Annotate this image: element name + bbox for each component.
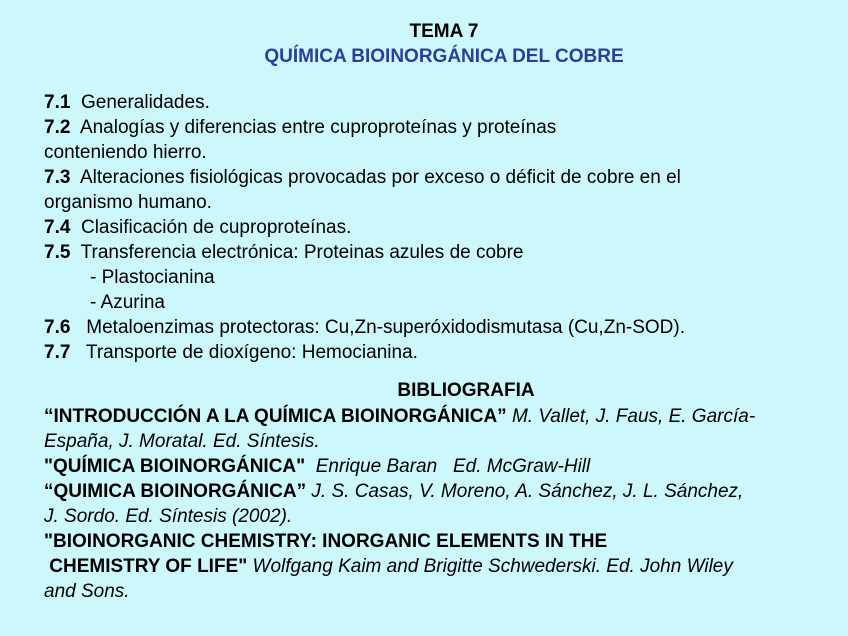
topic-subtitle: QUÍMICA BIOINORGÁNICA DEL COBRE (264, 46, 624, 67)
reference-details: J. S. Casas, V. Moreno, A. Sánchez, J. L. Sánchez, (306, 481, 744, 502)
topic-item (44, 165, 838, 190)
reference-details: Enrique Baran Ed. McGraw-Hill (305, 456, 591, 477)
reference-item (44, 529, 844, 604)
topic-subitem: - Plastocianina (90, 267, 215, 288)
topic-num: 7.3 (44, 167, 71, 188)
topic-text: Transporte de dioxígeno: Hemocianina. (85, 342, 418, 363)
reference-item (44, 479, 844, 529)
reference-item (44, 454, 844, 479)
bibliography-title: BIBLIOGRAFIA (397, 380, 535, 401)
topic-item (44, 115, 838, 140)
topic-item (44, 215, 838, 240)
reference-details: España, J. Moratal. Ed. Síntesis. (44, 431, 320, 452)
topic-number-title: TEMA 7 (409, 21, 479, 42)
topic-item (44, 240, 838, 265)
topic-item (44, 90, 838, 115)
topic-num: 7.7 (44, 342, 71, 363)
topic-text: Generalidades. (80, 92, 210, 113)
reference-title: "QUÍMICA BIOINORGÁNICA" (44, 456, 306, 477)
reference-title: “QUIMICA BIOINORGÁNICA” (44, 481, 307, 502)
header (0, 0, 848, 70)
topic-continuation: organismo humano. (44, 192, 212, 213)
topic-continuation: conteniendo hierro. (44, 142, 207, 163)
reference-item (44, 404, 844, 454)
topic-text: Clasificación de cuproproteínas. (80, 217, 352, 238)
topic-num: 7.4 (44, 217, 71, 238)
reference-details: M. Vallet, J. Faus, E. García- (506, 406, 756, 427)
topic-text: Analogías y diferencias entre cuproproteínas y proteínas (79, 117, 557, 138)
topic-list (44, 90, 838, 365)
topic-text: Transferencia electrónica: Proteinas azules de cobre (80, 242, 524, 263)
reference-title: CHEMISTRY OF LIFE" (44, 556, 248, 577)
topic-text: Metaloenzimas protectoras: Cu,Zn-superóxidodismutasa (Cu,Zn-SOD). (86, 317, 685, 338)
topic-item (44, 340, 838, 365)
reference-title: "BIOINORGANIC CHEMISTRY: INORGANIC ELEMENTS IN THE (44, 531, 608, 552)
topic-num: 7.1 (44, 92, 71, 113)
reference-details: J. Sordo. Ed. Síntesis (2002). (44, 506, 293, 527)
topic-num: 7.2 (44, 117, 71, 138)
topic-item (44, 315, 838, 340)
topic-text: Alteraciones fisiológicas provocadas por exceso o déficit de cobre en el (79, 167, 681, 188)
reference-details: and Sons. (44, 581, 130, 602)
reference-title: “INTRODUCCIÓN A LA QUÍMICA BIOINORGÁNICA” (44, 406, 507, 427)
topic-num: 7.6 (44, 317, 71, 338)
reference-details: Wolfgang Kaim and Brigitte Schwederski. Ed. John Wiley (247, 556, 733, 577)
topic-subitem: - Azurina (90, 292, 165, 313)
bibliography-list (44, 404, 844, 604)
topic-num: 7.5 (44, 242, 71, 263)
